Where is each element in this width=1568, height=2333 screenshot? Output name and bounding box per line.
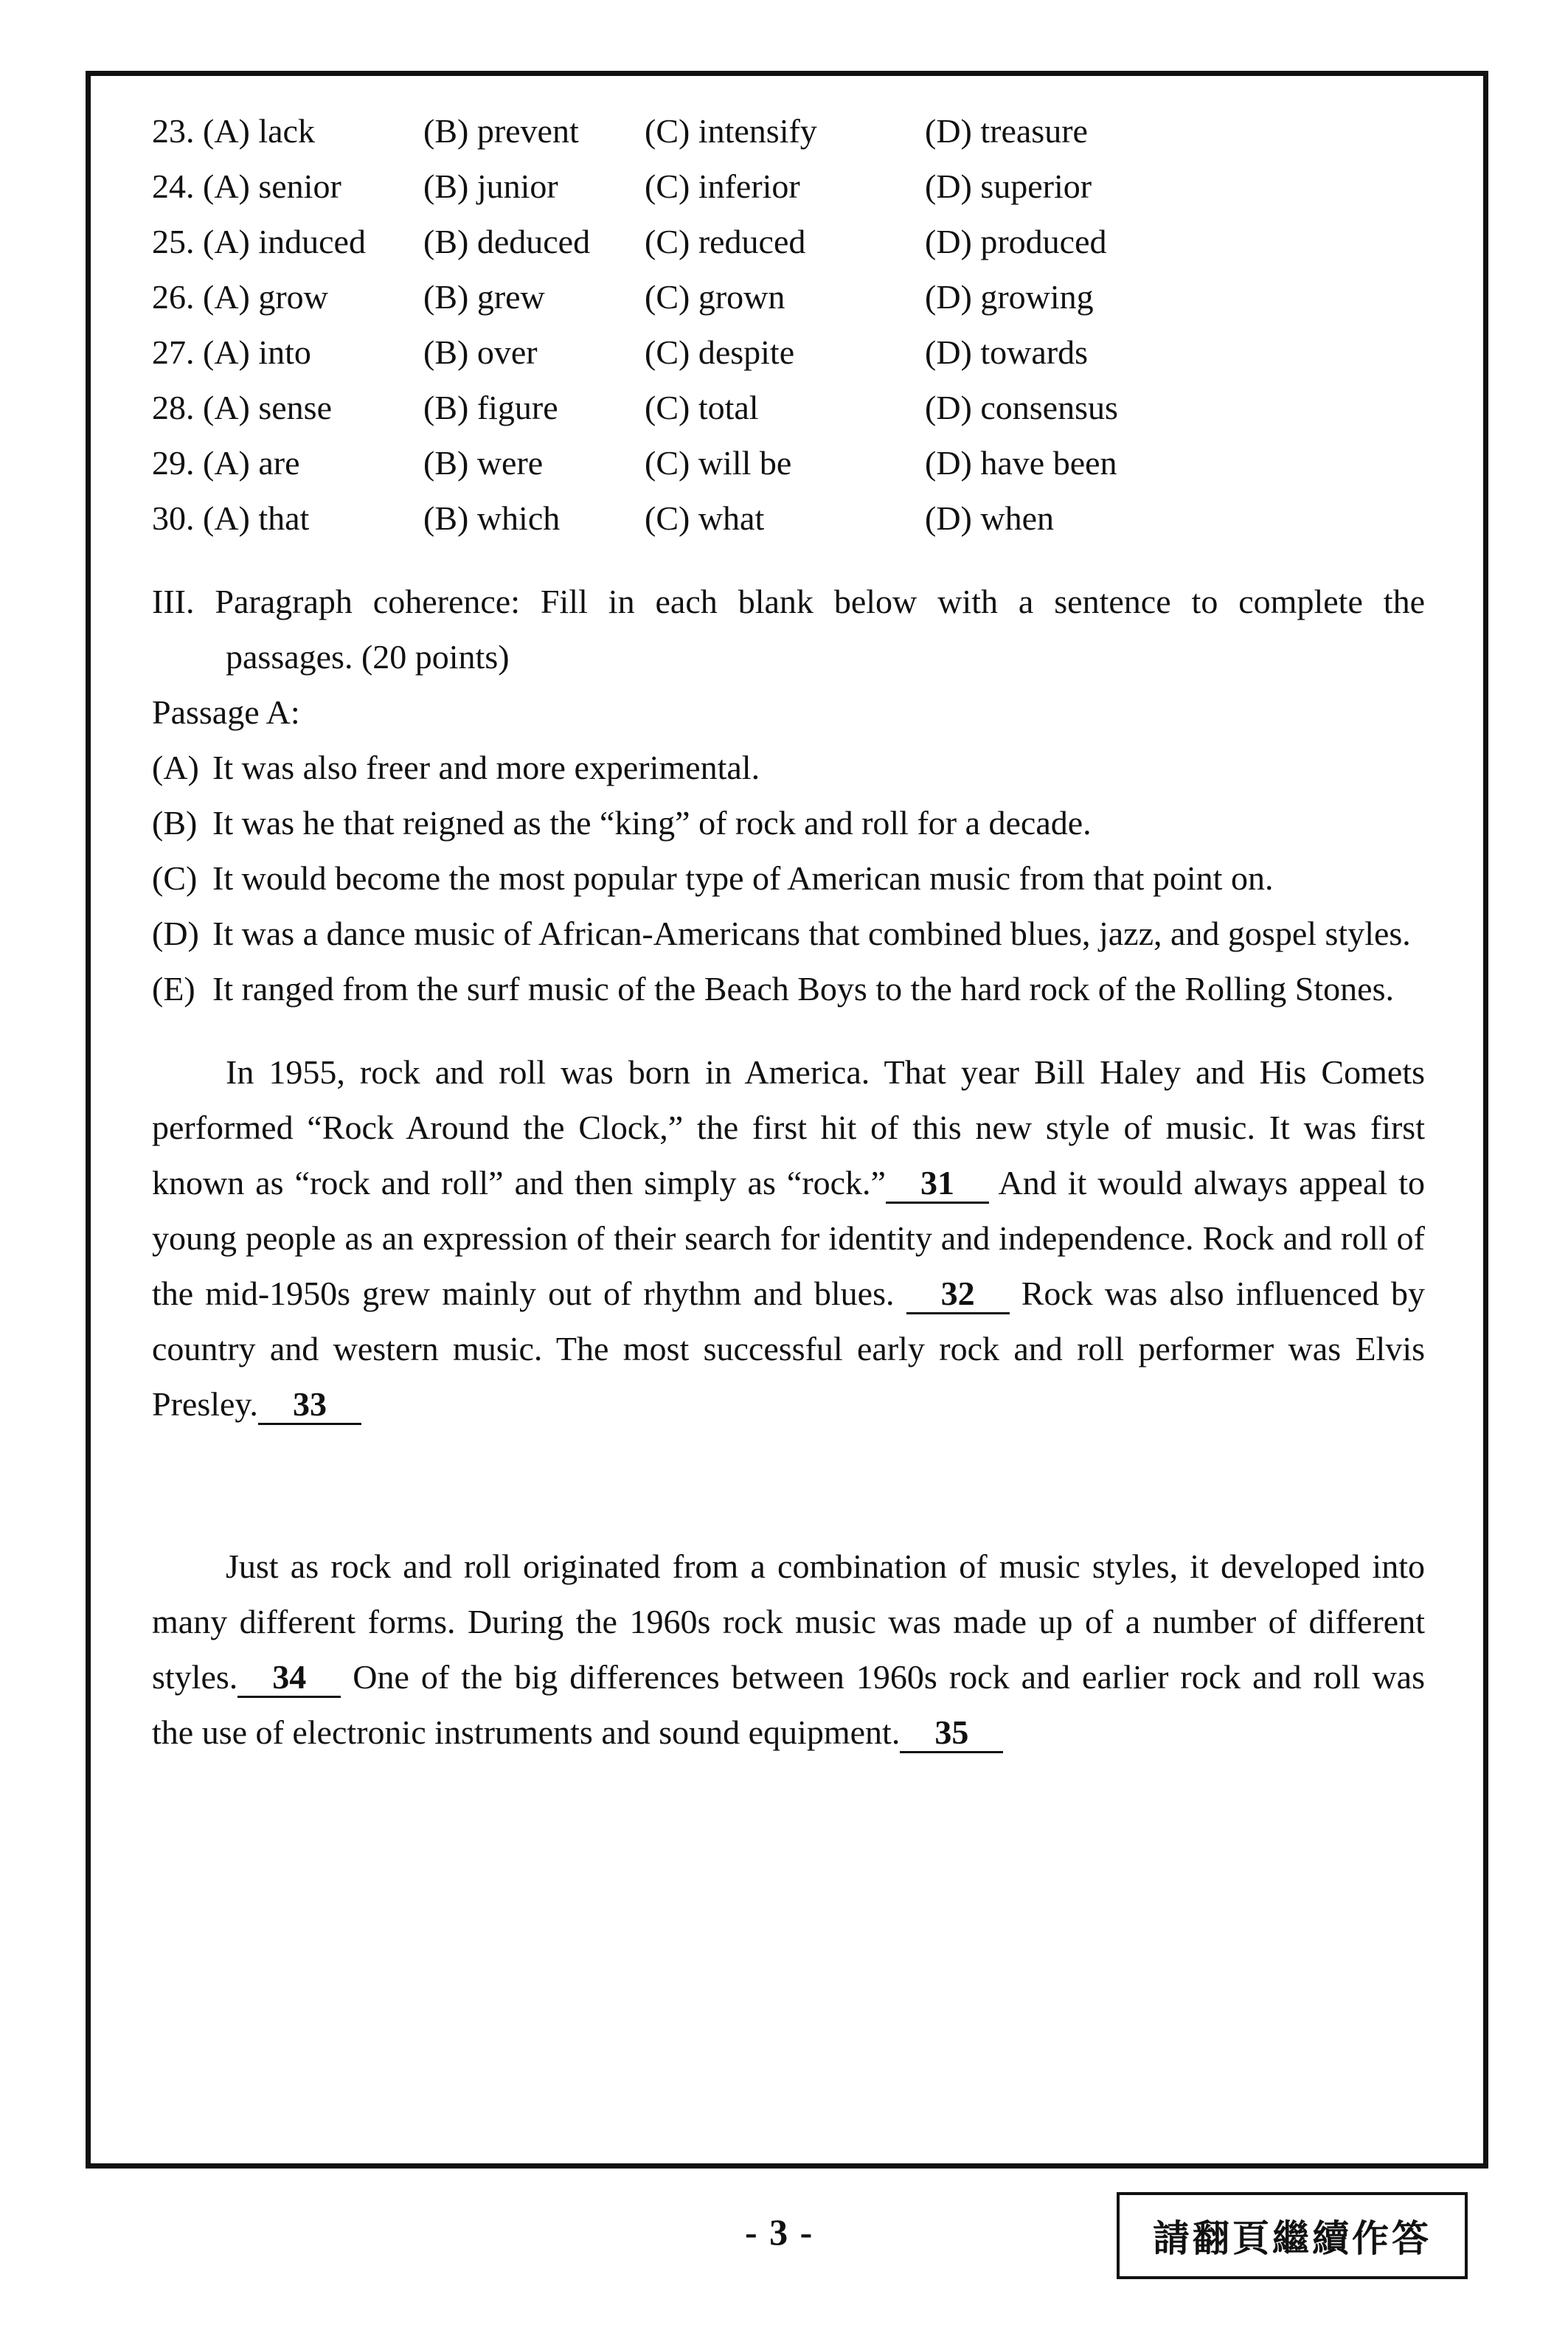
option-c: (C) what [645,499,765,537]
option-row-25 [152,214,1425,269]
option-row-27 [152,325,1425,380]
choice-list [152,740,1425,1016]
page-number: - 3 - [745,2211,814,2253]
option-b: (B) were [423,444,544,482]
option-c: (C) will be [645,444,792,482]
option-a: 23. (A) lack [152,112,315,150]
exam-content [152,103,1425,1760]
passage-paragraph-2 [152,1539,1425,1760]
section-title-line1: III. Paragraph coherence: Fill in each blank below with a sentence to complete the [152,583,1425,620]
choice-item [152,850,1425,906]
option-row-28 [152,380,1425,435]
option-d: (D) have been [925,444,1117,482]
option-c: (C) inferior [645,167,800,205]
choice-item [152,961,1425,1016]
choice-letter: (B) [152,804,198,842]
option-c: (C) despite [645,333,795,371]
paragraph-text: Just as rock and roll originated from a combination of music styles, it developed into many different forms. During the 1960s rock music was made up of a number of different styles. [152,1547,1425,1696]
passage-label: Passage A: [152,693,300,731]
blank-31: 31 [886,1165,989,1204]
passage-paragraph-1 [152,1044,1425,1432]
option-row-23 [152,103,1425,159]
option-b: (B) prevent [423,112,579,150]
blank-35: 35 [900,1714,1003,1753]
option-a: 25. (A) induced [152,223,366,260]
option-b: (B) grew [423,278,545,316]
turn-page-note: 請翻頁繼續作答 [1117,2192,1468,2279]
option-a: 28. (A) sense [152,389,332,426]
choice-item [152,906,1425,961]
option-b: (B) which [423,499,561,537]
choice-letter: (D) [152,915,199,952]
option-d: (D) produced [925,223,1107,260]
choice-text: It was a dance music of African-Americans that combined blues, jazz, and gospel styles. [212,915,1411,952]
paragraph-text: One of the big differences between 1960s rock and earlier rock and roll was the use of electronic instruments and sound equipment. [152,1658,1425,1751]
option-row-24 [152,159,1425,214]
option-d: (D) growing [925,278,1094,316]
blank-34: 34 [237,1659,341,1698]
choice-letter: (E) [152,970,195,1008]
choice-item [152,740,1425,795]
option-b: (B) figure [423,389,558,426]
option-c: (C) grown [645,278,785,316]
paragraph-text: And it would always appeal to young people as an expression of their search for identity and independence. Rock and roll of the mid-1950s grew mainly out of rhythm and blues. [152,1164,1425,1312]
option-b: (B) deduced [423,223,591,260]
option-d: (D) towards [925,333,1088,371]
blank-33: 33 [258,1386,361,1425]
choice-text: It would become the most popular type of American music from that point on. [212,859,1274,897]
option-a: 30. (A) that [152,499,310,537]
option-c: (C) reduced [645,223,806,260]
section-title-line2: passages. (20 points) [226,638,510,676]
choice-letter: (C) [152,859,198,897]
option-b: (B) junior [423,167,558,205]
option-row-30 [152,490,1425,546]
choice-letter: (A) [152,749,199,786]
choice-item [152,795,1425,850]
option-d: (D) when [925,499,1054,537]
option-row-29 [152,435,1425,490]
option-list [152,103,1425,546]
paragraph-text: In 1955, rock and roll was born in America. That year Bill Haley and His Comets performed “Rock Around the Clock,” the first hit of this new style of music. It was first known as “rock and roll” and then simply as “rock.” [152,1053,1425,1202]
option-c: (C) intensify [645,112,817,150]
option-a: 26. (A) grow [152,278,328,316]
option-a: 24. (A) senior [152,167,341,205]
option-b: (B) over [423,333,538,371]
option-d: (D) superior [925,167,1092,205]
paragraph-text: Rock was also influenced by country and western music. The most successful early rock and roll performer was Elvis Presley. [152,1275,1425,1423]
blank-32: 32 [906,1275,1010,1314]
option-a: 29. (A) are [152,444,300,482]
option-c: (C) total [645,389,759,426]
choice-text: It ranged from the surf music of the Beach Boys to the hard rock of the Rolling Stones. [212,970,1394,1008]
option-a: 27. (A) into [152,333,311,371]
choice-text: It was also freer and more experimental. [212,749,760,786]
option-row-26 [152,269,1425,325]
section-heading [152,574,1425,740]
choice-text: It was he that reigned as the “king” of rock and roll for a decade. [212,804,1092,842]
option-d: (D) treasure [925,112,1088,150]
option-d: (D) consensus [925,389,1118,426]
